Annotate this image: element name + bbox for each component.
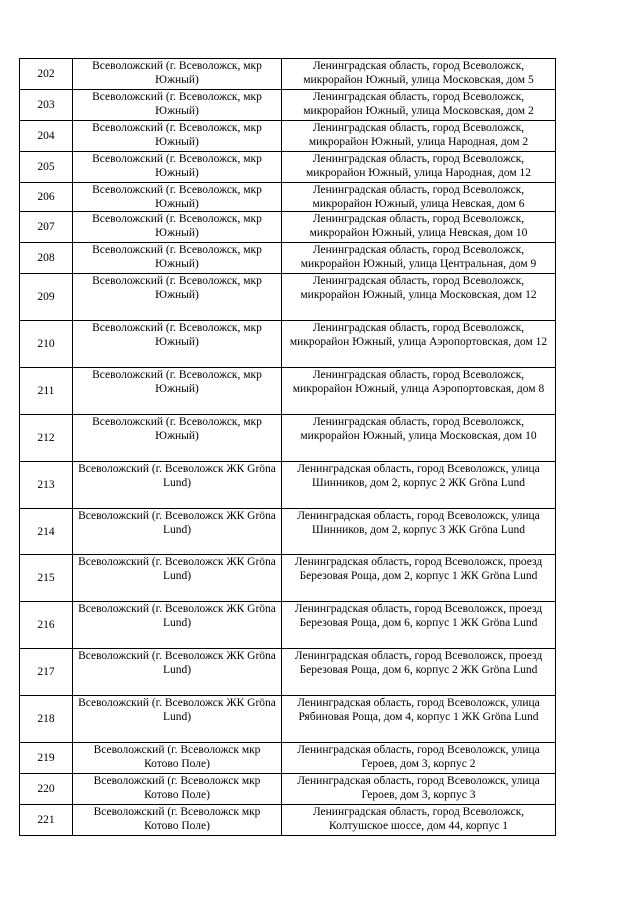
address-cell: Ленинградская область, город Всеволожск, проезд Березовая Роща, дом 2, корпус 1 ЖК Gröna Lund (282, 555, 556, 602)
district-cell: Всеволожский (г. Всеволожск мкр Котово Поле) (73, 805, 282, 836)
address-cell: Ленинградская область, город Всеволожск, Колтушское шоссе, дом 44, корпус 1 (282, 805, 556, 836)
table-row (20, 121, 556, 152)
table-row (20, 212, 556, 243)
row-number: 215 (20, 555, 73, 602)
row-number: 211 (20, 368, 73, 415)
row-number: 204 (20, 121, 73, 152)
table-row (20, 59, 556, 90)
table-row (20, 183, 556, 212)
address-cell: Ленинградская область, город Всеволожск, микрорайон Южный, улица Аэропортовская, дом 8 (282, 368, 556, 415)
row-number: 210 (20, 321, 73, 368)
address-cell: Ленинградская область, город Всеволожск, улица Героев, дом 3, корпус 3 (282, 774, 556, 805)
district-cell: Всеволожский (г. Всеволожск ЖК Gröna Lund) (73, 509, 282, 555)
district-cell: Всеволожский (г. Всеволожск, мкр Южный) (73, 212, 282, 243)
row-number: 202 (20, 59, 73, 90)
district-cell: Всеволожский (г. Всеволожск, мкр Южный) (73, 243, 282, 274)
district-cell: Всеволожский (г. Всеволожск, мкр Южный) (73, 415, 282, 462)
address-cell: Ленинградская область, город Всеволожск, улица Шинников, дом 2, корпус 2 ЖК Gröna Lund (282, 462, 556, 509)
district-cell: Всеволожский (г. Всеволожск ЖК Gröna Lund) (73, 462, 282, 509)
district-cell: Всеволожский (г. Всеволожск, мкр Южный) (73, 152, 282, 183)
row-number: 203 (20, 90, 73, 121)
address-cell: Ленинградская область, город Всеволожск, улица Рябиновая Роща, дом 4, корпус 1 ЖК Gröna Lund (282, 696, 556, 743)
address-cell: Ленинградская область, город Всеволожск, микрорайон Южный, улица Московская, дом 5 (282, 59, 556, 90)
row-number: 221 (20, 805, 73, 836)
address-cell: Ленинградская область, город Всеволожск, микрорайон Южный, улица Московская, дом 10 (282, 415, 556, 462)
district-cell: Всеволожский (г. Всеволожск, мкр Южный) (73, 321, 282, 368)
address-cell: Ленинградская область, город Всеволожск, микрорайон Южный, улица Невская, дом 10 (282, 212, 556, 243)
table-row (20, 509, 556, 555)
district-cell: Всеволожский (г. Всеволожск ЖК Gröna Lund) (73, 602, 282, 649)
district-cell: Всеволожский (г. Всеволожск, мкр Южный) (73, 368, 282, 415)
address-cell: Ленинградская область, город Всеволожск, микрорайон Южный, улица Московская, дом 2 (282, 90, 556, 121)
table-row (20, 415, 556, 462)
row-number: 205 (20, 152, 73, 183)
district-cell: Всеволожский (г. Всеволожск, мкр Южный) (73, 90, 282, 121)
table-row (20, 743, 556, 774)
district-cell: Всеволожский (г. Всеволожск мкр Котово Поле) (73, 743, 282, 774)
address-table (19, 58, 556, 836)
address-cell: Ленинградская область, город Всеволожск, микрорайон Южный, улица Московская, дом 12 (282, 274, 556, 321)
district-cell: Всеволожский (г. Всеволожск ЖК Gröna Lund) (73, 696, 282, 743)
district-cell: Всеволожский (г. Всеволожск ЖК Gröna Lund) (73, 649, 282, 696)
row-number: 217 (20, 649, 73, 696)
row-number: 212 (20, 415, 73, 462)
table-row (20, 805, 556, 836)
district-cell: Всеволожский (г. Всеволожск ЖК Gröna Lund) (73, 555, 282, 602)
table-row (20, 90, 556, 121)
address-cell: Ленинградская область, город Всеволожск, улица Героев, дом 3, корпус 2 (282, 743, 556, 774)
table-row (20, 368, 556, 415)
row-number: 218 (20, 696, 73, 743)
row-number: 213 (20, 462, 73, 509)
address-cell: Ленинградская область, город Всеволожск, проезд Березовая Роща, дом 6, корпус 1 ЖК Gröna Lund (282, 602, 556, 649)
table-row (20, 696, 556, 743)
table-row (20, 602, 556, 649)
district-cell: Всеволожский (г. Всеволожск мкр Котово Поле) (73, 774, 282, 805)
row-number: 207 (20, 212, 73, 243)
table-row (20, 555, 556, 602)
table-row (20, 152, 556, 183)
address-cell: Ленинградская область, город Всеволожск, микрорайон Южный, улица Аэропортовская, дом 12 (282, 321, 556, 368)
row-number: 219 (20, 743, 73, 774)
address-cell: Ленинградская область, город Всеволожск, микрорайон Южный, улица Народная, дом 12 (282, 152, 556, 183)
address-cell: Ленинградская область, город Всеволожск, проезд Березовая Роща, дом 6, корпус 2 ЖК Gröna Lund (282, 649, 556, 696)
row-number: 208 (20, 243, 73, 274)
address-cell: Ленинградская область, город Всеволожск, микрорайон Южный, улица Народная, дом 2 (282, 121, 556, 152)
address-cell: Ленинградская область, город Всеволожск, микрорайон Южный, улица Центральная, дом 9 (282, 243, 556, 274)
row-number: 220 (20, 774, 73, 805)
address-cell: Ленинградская область, город Всеволожск, микрорайон Южный, улица Невская, дом 6 (282, 183, 556, 212)
district-cell: Всеволожский (г. Всеволожск, мкр Южный) (73, 59, 282, 90)
row-number: 209 (20, 274, 73, 321)
row-number: 206 (20, 183, 73, 212)
district-cell: Всеволожский (г. Всеволожск, мкр Южный) (73, 183, 282, 212)
table-row (20, 774, 556, 805)
address-cell: Ленинградская область, город Всеволожск, улица Шинников, дом 2, корпус 3 ЖК Gröna Lund (282, 509, 556, 555)
row-number: 216 (20, 602, 73, 649)
row-number: 214 (20, 509, 73, 555)
table-row (20, 649, 556, 696)
table-row (20, 321, 556, 368)
district-cell: Всеволожский (г. Всеволожск, мкр Южный) (73, 274, 282, 321)
district-cell: Всеволожский (г. Всеволожск, мкр Южный) (73, 121, 282, 152)
table-row (20, 462, 556, 509)
table-row (20, 274, 556, 321)
table-row (20, 243, 556, 274)
